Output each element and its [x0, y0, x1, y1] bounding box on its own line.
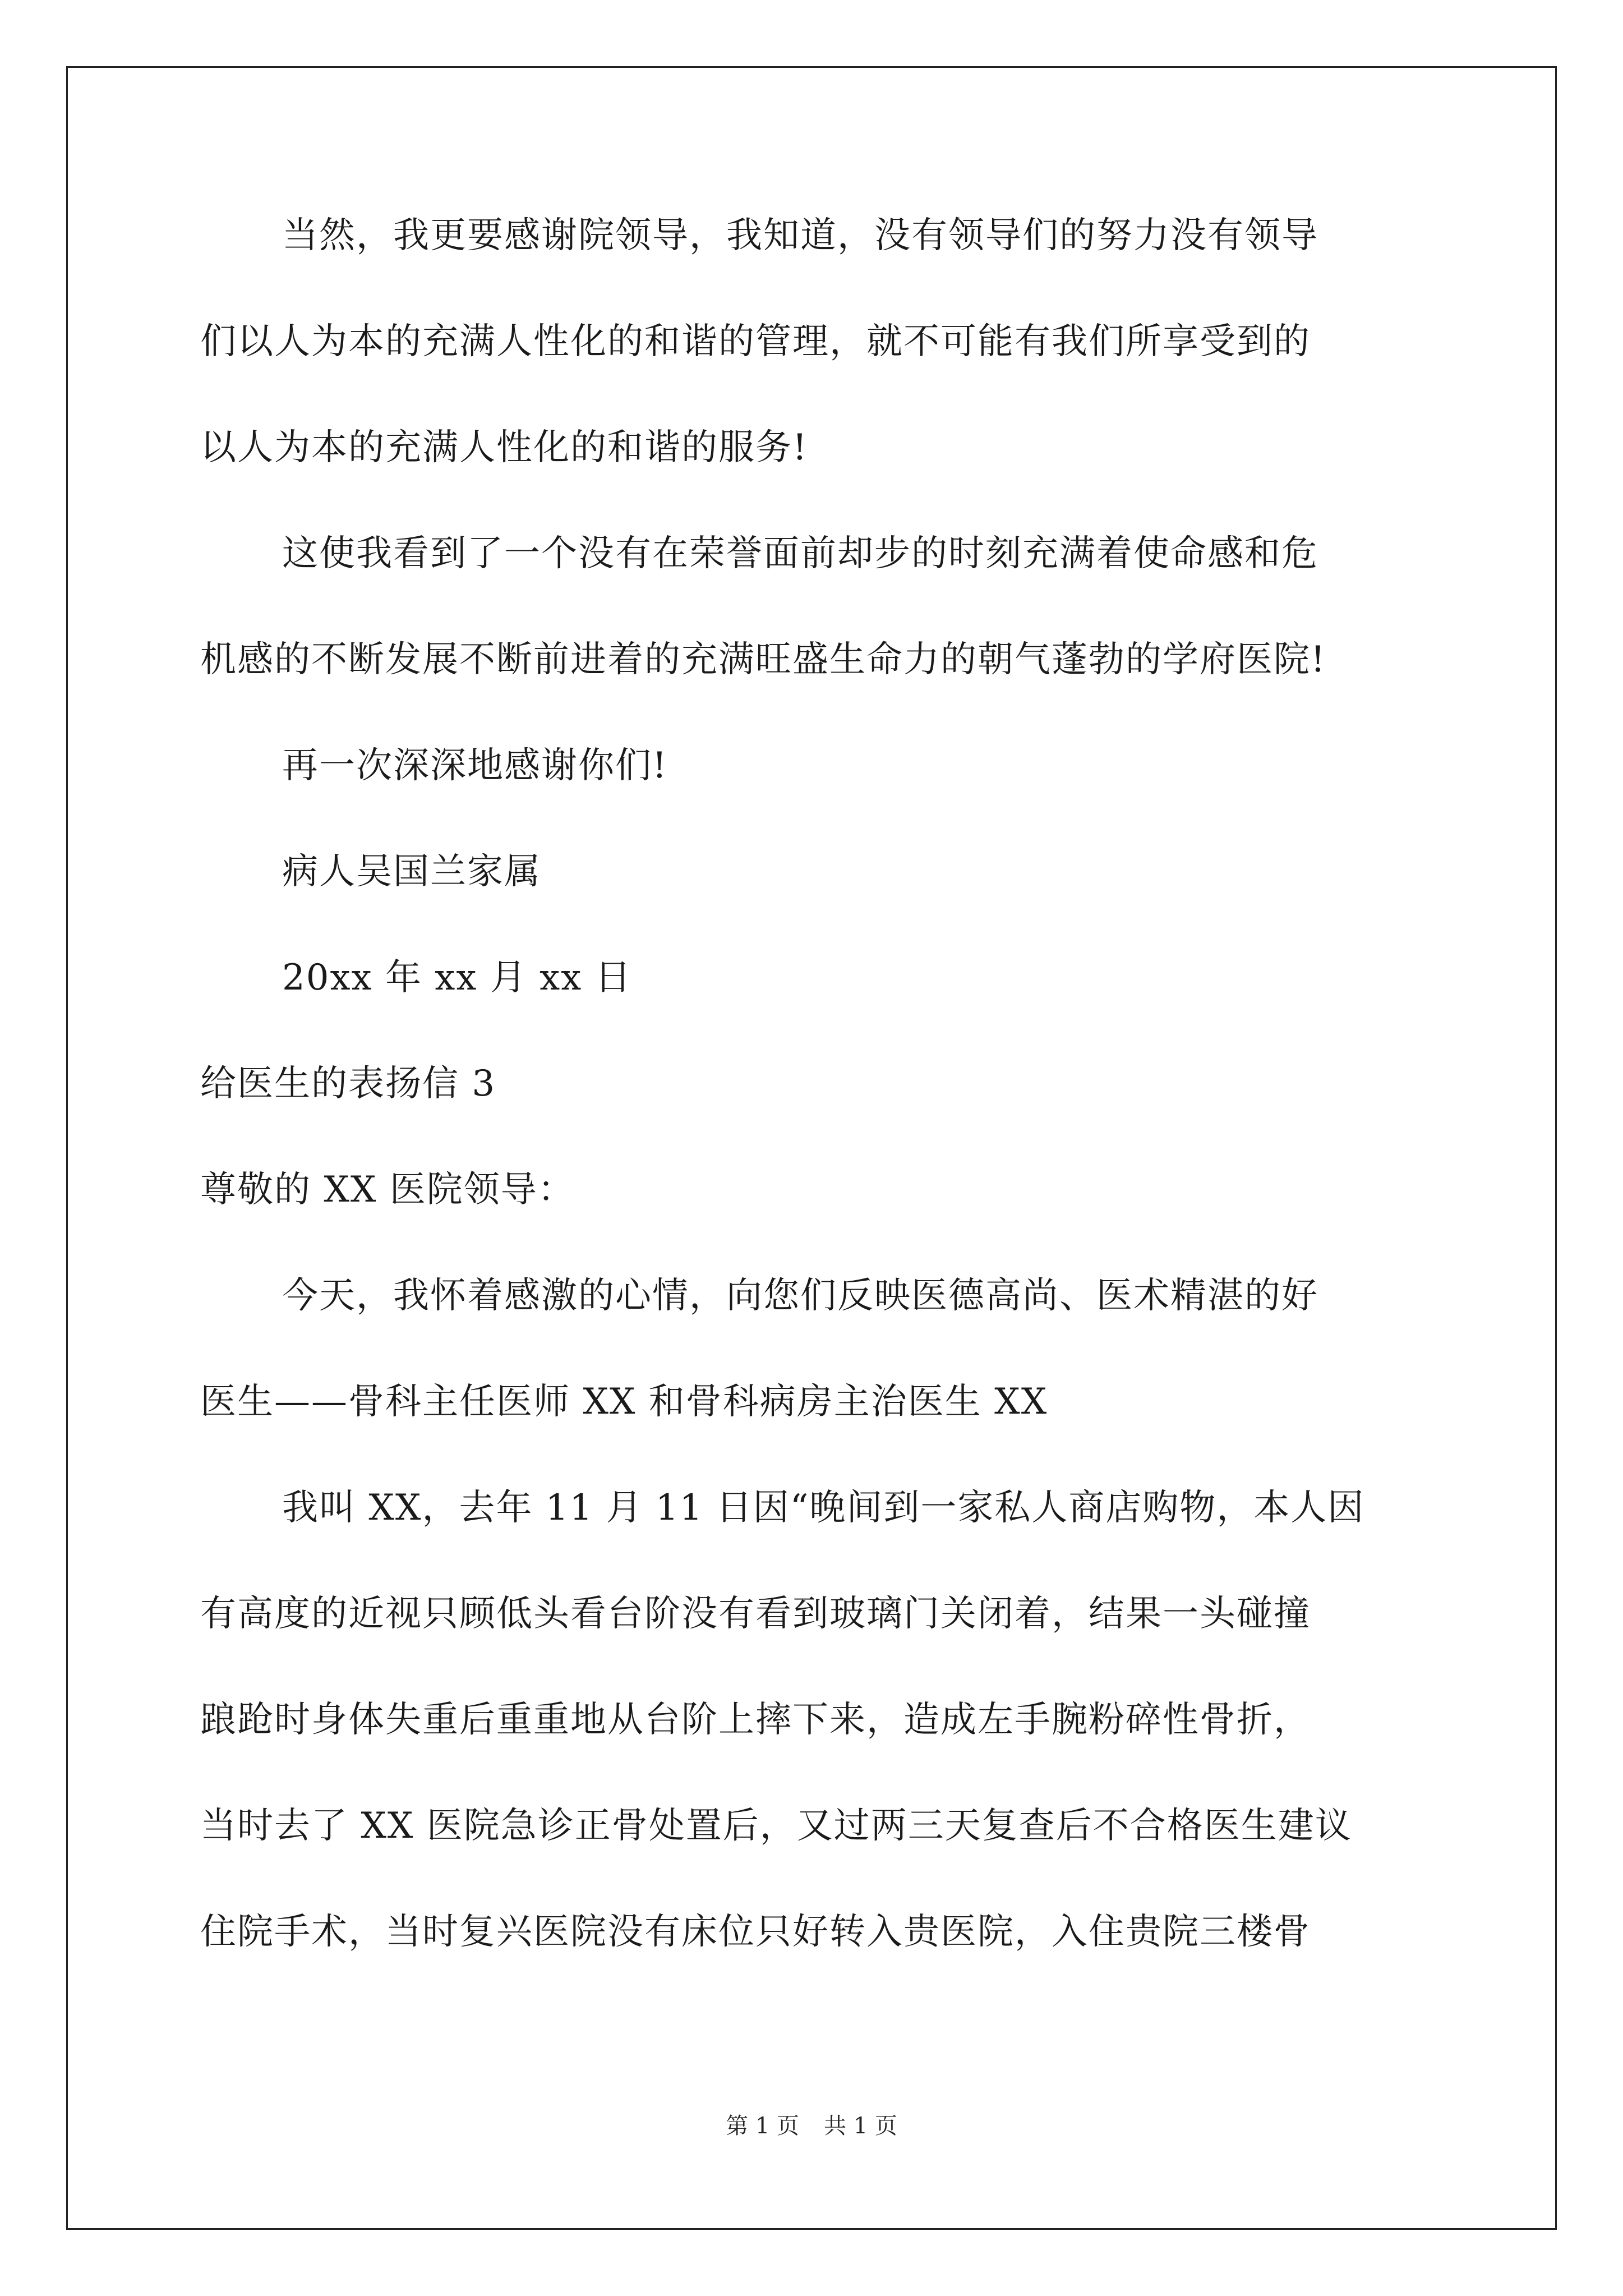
signature-line: 病人吴国兰家属 — [282, 851, 541, 892]
paragraph-line: 机感的不断发展不断前进着的充满旺盛生命力的朝气蓬勃的学府医院! — [200, 639, 1326, 680]
page-footer — [0, 2113, 1623, 2139]
paragraph-line: 以人为本的充满人性化的和谐的服务! — [200, 427, 808, 468]
paragraph-line: 我叫 XX，去年 11 月 11 日因“晚间到一家私人商店购物，本人因 — [282, 1487, 1365, 1529]
paragraph-line: 这使我看到了一个没有在荣誉面前却步的时刻充满着使命感和危 — [282, 533, 1318, 574]
paragraph-line: 住院手术，当时复兴医院没有床位只好转入贵医院，入住贵院三楼骨 — [200, 1911, 1311, 1953]
paragraph-line: 医生——骨科主任医师 XX 和骨科病房主治医生 XX — [200, 1381, 1048, 1423]
paragraph-line: 有高度的近视只顾低头看台阶没有看到玻璃门关闭着，结果一头碰撞 — [200, 1593, 1311, 1635]
paragraph-line: 今天，我怀着感激的心情，向您们反映医德高尚、医术精湛的好 — [282, 1275, 1318, 1317]
date-line: 20xx 年 xx 月 xx 日 — [282, 957, 632, 999]
page-total: 共 1 页 — [824, 2113, 897, 2139]
page-number: 第 1 页 — [726, 2113, 799, 2139]
document-body — [200, 214, 1440, 2017]
paragraph-line: 踉跄时身体失重后重重地从台阶上摔下来，造成左手腕粉碎性骨折， — [200, 1699, 1311, 1741]
paragraph-line: 们以人为本的充满人性化的和谐的管理，就不可能有我们所享受到的 — [200, 321, 1311, 362]
paragraph-line: 当时去了 XX 医院急诊正骨处置后，又过两三天复查后不合格医生建议 — [200, 1805, 1352, 1847]
salutation: 尊敬的 XX 医院领导： — [200, 1169, 575, 1211]
paragraph-line: 当然，我更要感谢院领导，我知道，没有领导们的努力没有领导 — [282, 215, 1318, 256]
paragraph-line: 再一次深深地感谢你们! — [282, 745, 668, 786]
section-title: 给医生的表扬信 3 — [200, 1063, 496, 1105]
